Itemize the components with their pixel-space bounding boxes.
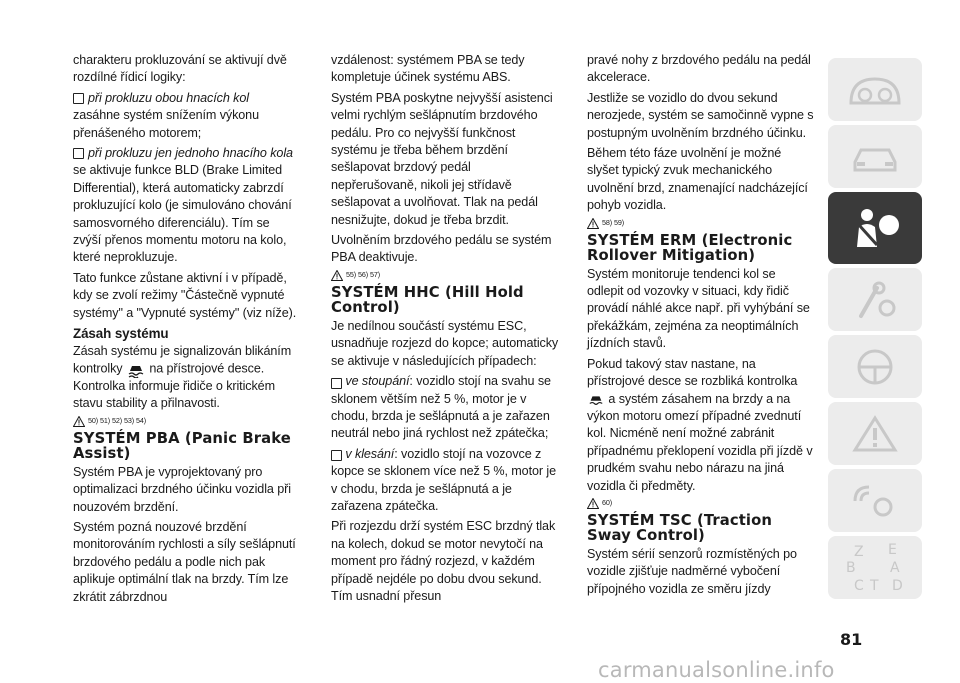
warning-references	[331, 270, 559, 281]
bullet-text: : vozidlo stojí na vozovce z kopce se sklonem více než 5 %, motor je v chodu, brzda je sešlápnutá a je zařazena zpátečka.	[331, 446, 556, 513]
checkbox-bullet-icon	[73, 148, 84, 159]
column-1	[73, 52, 301, 609]
esc-warning-light-icon	[587, 391, 605, 407]
paragraph: Je nedílnou součástí systému ESC, usnadňuje rozjezd do kopce; automaticky se aktivuje v následujících případech:	[331, 318, 559, 368]
section-heading: Zásah systému	[73, 326, 169, 342]
paragraph: Tato funkce zůstane aktivní i v případě, kdy se zvolí režimy "Částečně vypnuté systémy" a "Vypnuté systémy" (viz níže).	[73, 270, 297, 320]
tab-dashboard[interactable]	[828, 58, 922, 121]
index-letter: A	[890, 559, 900, 576]
car-front-icon	[847, 140, 903, 174]
column-2	[331, 52, 559, 608]
bullet-label: ve stoupání	[345, 374, 410, 389]
index-letter: T	[870, 577, 879, 594]
paragraph: vzdálenost: systémem PBA se tedy kompletuje účinek systému ABS.	[331, 53, 525, 85]
seatbelt-airbag-icon	[847, 203, 903, 253]
esc-warning-light-icon	[126, 360, 146, 378]
paragraph: Systém pozná nouzové brzdění monitorováním rychlosti a síly sešlápnutí brzdového pedálu a podle nich pak aplikuje optimální tlak na brzdy. Tím lze zkrátit zábrzdnou	[73, 519, 296, 604]
warning-triangle-icon	[587, 498, 599, 509]
paragraph: charakteru prokluzování se aktivují dvě rozdílné řídicí logiky:	[73, 53, 287, 85]
bullet-item	[73, 145, 301, 162]
car-dashboard-icon	[847, 73, 903, 107]
paragraph: Při rozjezdu drží systém ESC brzdný tlak na kolech, dokud se motor nevytočí na moment pro řádný rozjezd, v každém případě nejdéle po dobu dvou sekund. Tím usnadní přesun	[331, 519, 556, 603]
paragraph: Během této fáze uvolnění je možné slyšet typický zvuk mechanického uvolnění brzd, znamenající nadcházející pohyb vozidla.	[587, 146, 808, 213]
tab-car-front[interactable]	[828, 125, 922, 188]
chapter-tabs	[828, 58, 922, 603]
paragraph: Uvolněním brzdového pedálu se systém PBA deaktivuje.	[331, 233, 552, 265]
index-letter: Z	[854, 543, 864, 560]
steering-wheel-icon	[847, 347, 903, 387]
paragraph	[73, 343, 301, 413]
text-span: na přístrojové desce. Kontrolka informuje řidiče o kritickém stavu stability a přilnavosti.	[73, 361, 275, 411]
bullet-text: : vozidlo stojí na svahu se sklonem větším než 5 %, motor je v chodu, brzda je sešlápnutá a je zařazen neutrál nebo jiná rychlost než zpátečka;	[331, 374, 551, 441]
tab-start-drive[interactable]	[828, 268, 922, 331]
text-span: Pokud takový stav nastane, na přístrojové desce se rozbliká kontrolka	[587, 356, 798, 389]
checkbox-bullet-icon	[331, 450, 342, 461]
tab-maintenance[interactable]	[828, 469, 922, 532]
column-3	[587, 52, 815, 601]
watermark: carmanualsonline.info	[598, 658, 835, 682]
index-letter: C	[854, 577, 864, 594]
page-number: 81	[840, 630, 863, 649]
bullet-label: v klesání	[345, 446, 395, 461]
warning-references	[587, 218, 815, 229]
bullet-item	[73, 90, 301, 107]
paragraph: Systém PBA poskytne nejvyšší asistenci velmi rychlým sešlápnutím brzdového pedálu. Pro co nejvyšší funkčnost systému je třeba během brzdění sešlapovat brzdový pedál nepřerušovaně, nikoli jej střídavě sešlapovat a uvolňovat. Tlak na pedál nesnižujte, dokud je třeba brzdit.	[331, 90, 553, 227]
paragraph: Systém monitoruje tendenci kol se odlepit od vozovky v situaci, kdy řidič provádí náhlé akce např. při vyhýbání se překážkám, zejména za neoptimálních jízdních stavů.	[587, 266, 810, 351]
paragraph: Systém sérií senzorů rozmístěných po vozidle zjišťuje nadměrné vybočení přípojného vozidla ze směru jízdy	[587, 546, 797, 596]
tab-safety[interactable]	[828, 192, 922, 264]
warning-references	[73, 416, 301, 427]
warning-references	[587, 498, 815, 509]
warning-triangle-icon	[73, 416, 85, 427]
wrench-key-icon	[847, 280, 903, 320]
warning-numbers: 55) 56) 57)	[346, 270, 381, 280]
warning-numbers: 58) 59)	[602, 218, 625, 228]
index-letter: B	[846, 559, 856, 576]
bullet-item	[331, 446, 559, 516]
checkbox-bullet-icon	[73, 93, 84, 104]
paragraph	[587, 356, 815, 495]
section-title: SYSTÉM ERM (Electronic Rollover Mitigation)	[587, 231, 793, 265]
paragraph: Jestliže se vozidlo do dvou sekund nerozjede, systém se samočinně vypne s postupným uvolněním brzdného účinku.	[587, 90, 814, 140]
bullet-label: při prokluzu obou hnacích kol	[88, 90, 249, 105]
paragraph: pravé nohy z brzdového pedálu na pedál akcelerace.	[587, 53, 811, 85]
checkbox-bullet-icon	[331, 378, 342, 389]
bullet-label: při prokluzu jen jednoho hnacího kola	[88, 146, 293, 161]
warning-numbers: 60)	[602, 498, 613, 508]
paragraph: Systém PBA je vyprojektovaný pro optimalizaci brzdného účinku vozidla při nouzovém brzdění.	[73, 464, 291, 514]
paragraph: se aktivuje funkce BLD (Brake Limited Differential), která automaticky zabrzdí prokluzující kolo (je simulováno chování samosvorného diferenciálu). Tím se zvýší přenos momentu motoru na kolo, které neprokluzuje.	[73, 163, 292, 265]
section-title: SYSTÉM HHC (Hill Hold Control)	[331, 283, 524, 317]
text-span: Zásah systému je signalizován blikáním kontrolky	[73, 343, 292, 376]
paragraph: zasáhne systém snížením výkonu přenášeného motorem;	[73, 108, 259, 140]
text-span: a systém zásahem na brzdy a na výkon motoru omezí případné zvednutí kol. Nicméně není možné zabránit případnému překlopení vozidla při jízdě v prudkém svahu nebo nárazu na jiná vozidla či předměty.	[587, 391, 813, 493]
tab-steering[interactable]	[828, 335, 922, 398]
index-letter: E	[888, 541, 897, 558]
section-title: SYSTÉM TSC (Traction Sway Control)	[587, 511, 772, 545]
tab-index[interactable]	[828, 536, 922, 599]
warning-numbers: 50) 51) 52) 53) 54)	[88, 416, 147, 426]
signal-car-icon	[847, 481, 903, 521]
alphabet-index-icon	[840, 540, 910, 596]
bullet-item	[331, 373, 559, 443]
section-title: SYSTÉM PBA (Panic Brake Assist)	[73, 429, 291, 463]
index-letter: D	[892, 577, 903, 594]
warning-triangle-icon	[587, 218, 599, 229]
warning-road-icon	[847, 414, 903, 454]
tab-emergency[interactable]	[828, 402, 922, 465]
warning-triangle-icon	[331, 270, 343, 281]
